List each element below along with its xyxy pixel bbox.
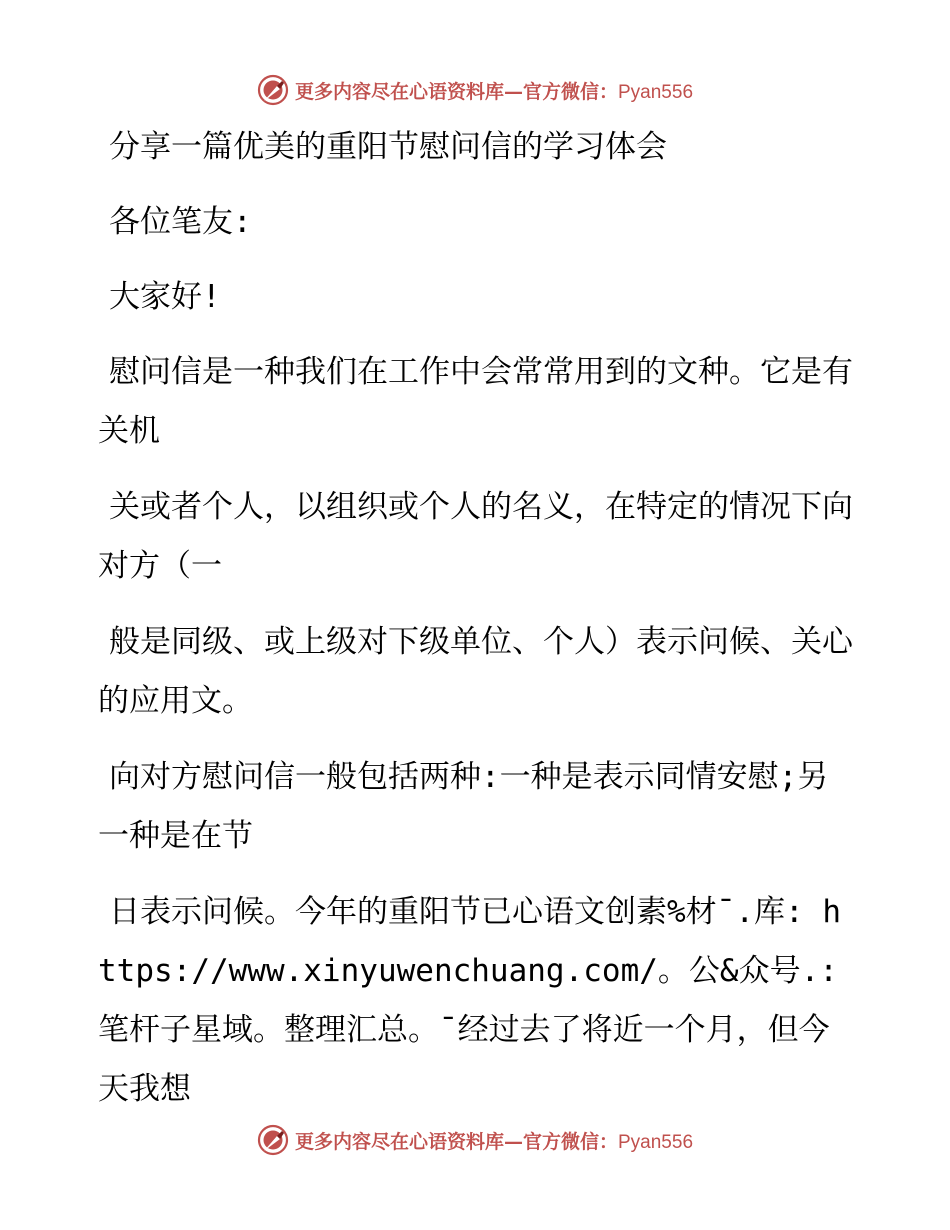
pen-nib-logo-icon — [257, 74, 289, 106]
body-paragraph: 向对方慰问信一般包括两种:一种是表示同情安慰;另一种是在节 — [98, 759, 829, 854]
footer-wechat-id: Pyan556 — [618, 1131, 694, 1153]
header-wechat-id: Pyan556 — [618, 81, 694, 103]
document-title: 分享一篇优美的重阳节慰问信的学习体会 — [109, 129, 667, 165]
body-paragraph: 般是同级、或上级对下级单位、个人）表示问候、关心的应用文。 — [98, 624, 853, 719]
body-paragraph: 日表示问候。今年的重阳节已心语文创素%材¯.库: https://www.xinyuwenchuang.com/。公&众号.: 笔杆子星域。整理汇总。¯经过去了将近一个月，但今天我想 — [98, 894, 841, 1107]
footer-watermark-text: 更多内容尽在心语资料库—官方微信：Pyan556 — [294, 1130, 694, 1153]
greeting-line-1: 各位笔友: — [109, 204, 252, 240]
greeting-line-2: 大家好! — [109, 279, 221, 315]
body-paragraph: 慰问信是一种我们在工作中会常常用到的文种。它是有关机 — [98, 354, 853, 449]
document-body — [98, 118, 858, 1136]
header-watermark-text: 更多内容尽在心语资料库—官方微信：Pyan556 — [294, 80, 694, 103]
header-watermark — [0, 70, 950, 110]
footer-watermark — [0, 1120, 950, 1160]
body-paragraph: 关或者个人，以组织或个人的名义，在特定的情况下向对方（一 — [98, 489, 853, 584]
pen-nib-logo-icon — [257, 1124, 289, 1156]
